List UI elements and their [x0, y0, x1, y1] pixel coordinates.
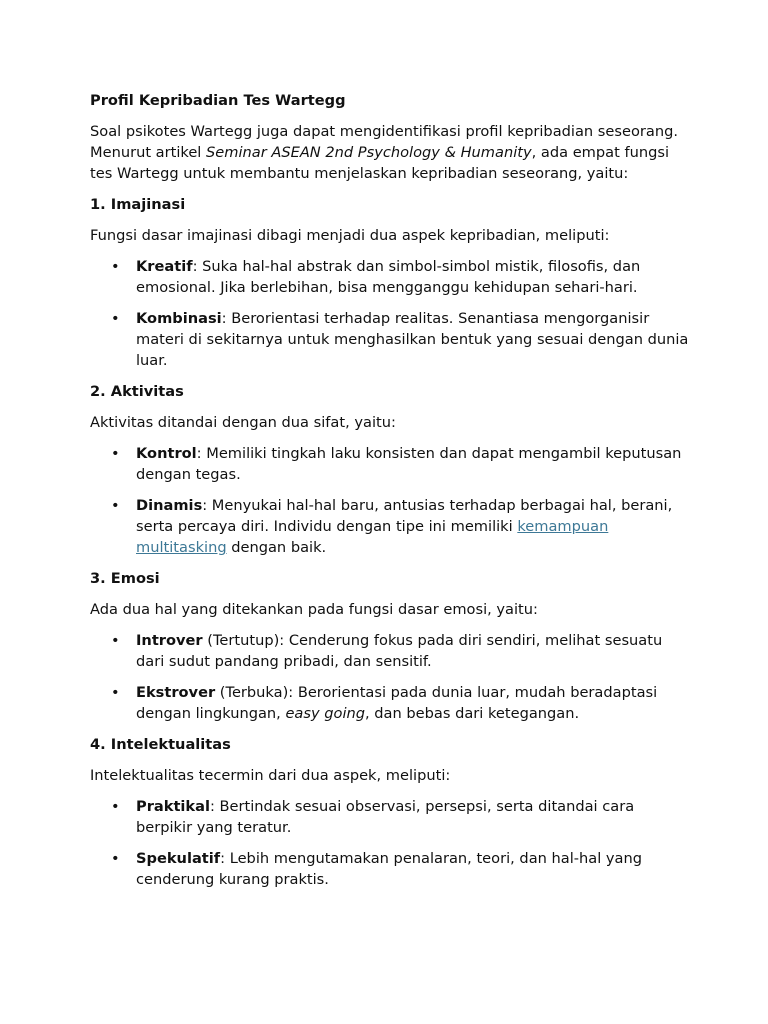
title-text: Profil Kepribadian Tes Wartegg — [90, 92, 346, 109]
section-heading-imajinasi: 1. Imajinasi — [90, 196, 186, 213]
list-item — [90, 443, 690, 485]
multitasking-link[interactable]: kemampuan multitasking — [136, 518, 609, 556]
document-body — [90, 90, 690, 900]
list-item — [90, 256, 690, 298]
term-ekstrover: Ekstrover — [136, 684, 216, 701]
item-text: : Bertindak sesuai observasi, persepsi, serta ditandai cara berpikir yang teratur. — [136, 798, 635, 836]
intro-italic-source: Seminar ASEAN 2nd Psychology & Humanity — [206, 144, 532, 161]
item-text: : Menyukai hal-hal baru, antusias terhadap berbagai hal, berani, serta percaya diri. Individu dengan tipe ini memiliki — [136, 497, 673, 535]
list-item — [90, 308, 690, 371]
list-emosi — [90, 630, 690, 724]
intro-paragraph — [90, 121, 690, 184]
section-heading-emosi: 3. Emosi — [90, 570, 160, 587]
intro-text-1: Soal psikotes Wartegg juga dapat mengidentifikasi profil kepribadian seseorang. Menurut artikel — [90, 123, 678, 161]
section-heading-aktivitas: 2. Aktivitas — [90, 383, 184, 400]
list-intelektualitas — [90, 796, 690, 890]
italic-easy-going: easy going — [285, 705, 366, 722]
term-dinamis: Dinamis — [136, 497, 203, 514]
document-title — [90, 90, 690, 111]
list-item — [90, 682, 690, 724]
section-desc-emosi: Ada dua hal yang ditekankan pada fungsi dasar emosi, yaitu: — [90, 601, 538, 618]
item-text: : Lebih mengutamakan penalaran, teori, dan hal-hal yang cenderung kurang praktis. — [136, 850, 643, 888]
list-item — [90, 796, 690, 838]
term-spekulatif: Spekulatif — [136, 850, 221, 867]
term-introver: Introver — [136, 632, 203, 649]
section-desc-aktivitas: Aktivitas ditandai dengan dua sifat, yaitu: — [90, 414, 396, 431]
section-desc-imajinasi: Fungsi dasar imajinasi dibagi menjadi dua aspek kepribadian, meliputi: — [90, 227, 610, 244]
item-text: : Berorientasi terhadap realitas. Senantiasa mengorganisir materi di sekitarnya untuk menghasilkan bentuk yang sesuai dengan dunia luar. — [136, 310, 689, 369]
item-text: : Memiliki tingkah laku konsisten dan dapat mengambil keputusan dengan tegas. — [136, 445, 682, 483]
intro-text-2: , ada empat fungsi tes Wartegg untuk membantu menjelaskan kepribadian seseorang, yaitu: — [90, 144, 670, 182]
list-aktivitas — [90, 443, 690, 558]
item-text-after: dengan baik. — [226, 539, 327, 556]
item-text: (Terbuka): Berorientasi pada dunia luar, mudah beradaptasi dengan lingkungan, — [136, 684, 658, 722]
list-item — [90, 848, 690, 890]
list-item — [90, 495, 690, 558]
section-desc-intelektualitas: Intelektualitas tecermin dari dua aspek, meliputi: — [90, 767, 451, 784]
list-imajinasi — [90, 256, 690, 371]
term-praktikal: Praktikal — [136, 798, 210, 815]
item-text: : Suka hal-hal abstrak dan simbol-simbol mistik, filosofis, dan emosional. Jika berlebihan, bisa mengganggu kehidupan sehari-hari. — [136, 258, 641, 296]
section-heading-intelektualitas: 4. Intelektualitas — [90, 736, 231, 753]
item-text-after: , dan bebas dari ketegangan. — [365, 705, 580, 722]
term-kontrol: Kontrol — [136, 445, 197, 462]
term-kreatif: Kreatif — [136, 258, 193, 275]
term-kombinasi: Kombinasi — [136, 310, 222, 327]
list-item — [90, 630, 690, 672]
item-text: (Tertutup): Cenderung fokus pada diri sendiri, melihat sesuatu dari sudut pandang pribadi, dan sensitif. — [136, 632, 663, 670]
